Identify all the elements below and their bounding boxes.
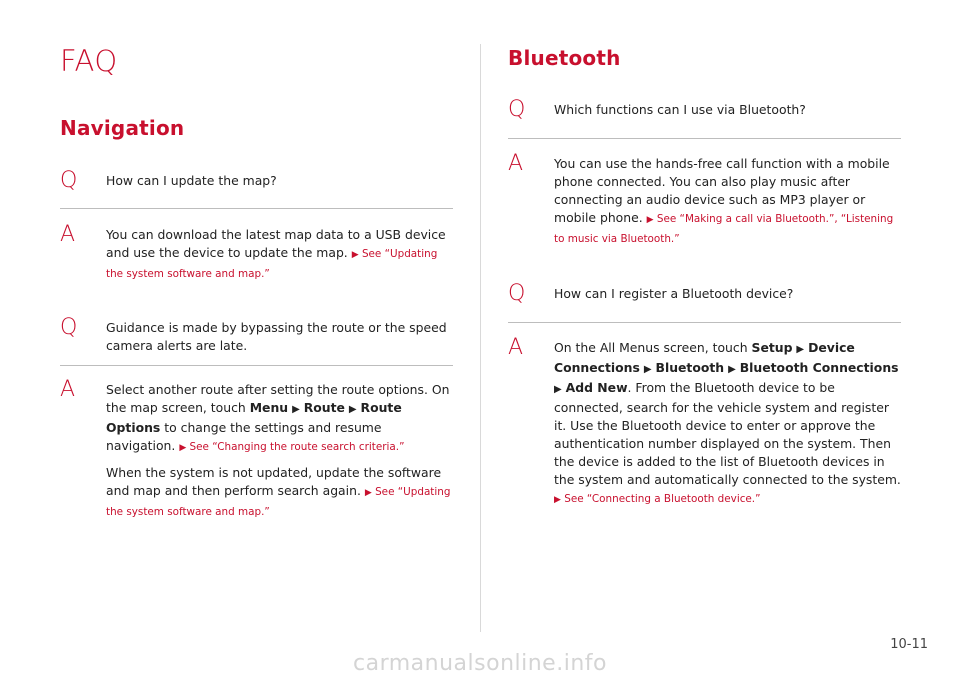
question-text: How can I register a Bluetooth device? bbox=[554, 286, 794, 301]
bluetooth-heading: Bluetooth bbox=[508, 46, 621, 70]
answer-marker: A bbox=[60, 377, 76, 402]
bt-question-2 bbox=[508, 281, 901, 306]
question-marker: Q bbox=[60, 168, 78, 193]
bluetooth-label: Bluetooth bbox=[655, 360, 725, 375]
nav-answer-1 bbox=[60, 222, 453, 283]
reference-text: See “Connecting a Bluetooth device.” bbox=[564, 493, 761, 505]
arrow-right-icon: ▶ bbox=[646, 215, 654, 225]
bt-answer-1 bbox=[508, 151, 901, 248]
arrow-right-icon: ▶ bbox=[179, 443, 187, 453]
answer-body: You can download the latest map data to a USB device and use the device to update the map. bbox=[106, 227, 446, 260]
reference-text: See “Updating the system software and map.” bbox=[106, 248, 438, 280]
bt-answer-2 bbox=[508, 335, 901, 509]
nav-question-2 bbox=[60, 315, 453, 355]
arrow-right-icon: ▶ bbox=[728, 364, 736, 375]
answer-marker: A bbox=[508, 151, 524, 176]
answer-body: Select another route after setting the route options. On the map screen, touch bbox=[106, 382, 450, 415]
answer-body: You can use the hands-free call function with a mobile phone connected. You can also play music after connecting an audio device such as MP3 player or mobile phone. bbox=[554, 156, 890, 225]
bluetooth-connections-label: Bluetooth Connections bbox=[739, 360, 899, 375]
arrow-right-icon: ▶ bbox=[796, 344, 805, 355]
menu-label: Menu bbox=[249, 400, 289, 415]
arrow-right-icon: ▶ bbox=[643, 364, 652, 375]
answer-marker: A bbox=[508, 335, 524, 360]
arrow-right-icon: ▶ bbox=[348, 404, 357, 415]
bt-question-1 bbox=[508, 97, 901, 122]
answer-paragraph-2 bbox=[106, 464, 453, 521]
arrow-right-icon: ▶ bbox=[554, 495, 561, 505]
add-new-label: Add New bbox=[565, 380, 628, 395]
cross-reference[interactable] bbox=[554, 493, 761, 505]
answer-text bbox=[106, 226, 453, 283]
arrow-right-icon: ▶ bbox=[364, 488, 372, 498]
reference-text: See “Changing the route search criteria.” bbox=[189, 441, 405, 453]
cross-reference[interactable] bbox=[179, 441, 404, 453]
answer-text bbox=[554, 155, 901, 248]
arrow-right-icon: ▶ bbox=[292, 404, 300, 415]
question-text: Which functions can I use via Bluetooth? bbox=[554, 102, 806, 117]
nav-answer-2 bbox=[60, 377, 453, 521]
page-number: 10-11 bbox=[890, 637, 928, 652]
separator bbox=[60, 208, 453, 209]
reference-text: See “Making a call via Bluetooth.”, “Listening to music via Bluetooth.” bbox=[554, 213, 894, 245]
separator bbox=[508, 138, 901, 139]
question-text: Guidance is made by bypassing the route or the speed camera alerts are late. bbox=[106, 320, 447, 353]
arrow-right-icon: ▶ bbox=[351, 250, 359, 260]
setup-label: Setup bbox=[751, 340, 793, 355]
reference-text: See “Updating the system software and map.” bbox=[106, 486, 451, 518]
page-title: FAQ bbox=[60, 44, 118, 78]
question-marker: Q bbox=[508, 97, 526, 122]
answer-body: On the All Menus screen, touch bbox=[554, 340, 748, 355]
route-options-label: Route Options bbox=[106, 400, 402, 435]
answer-body-end: . From the Bluetooth device to be connected, search for the vehicle system and register it. Use the Bluetooth device to enter or approve the authentication number displayed on the system. Then the device is added to the list of Bluetooth devices in the system and automatically connected to the system. bbox=[554, 380, 901, 487]
answer-text bbox=[554, 339, 901, 509]
arrow-right-icon: ▶ bbox=[554, 384, 562, 395]
column-divider bbox=[480, 44, 481, 632]
watermark: carmanualsonline.info bbox=[353, 651, 607, 676]
device-connections-label: Device Connections bbox=[554, 340, 855, 375]
nav-question-1 bbox=[60, 168, 453, 193]
separator bbox=[508, 322, 901, 323]
question-marker: Q bbox=[60, 315, 78, 340]
separator bbox=[60, 365, 453, 366]
answer-body: When the system is not updated, update the software and map and then perform search again. bbox=[106, 465, 442, 498]
route-label: Route bbox=[303, 400, 345, 415]
answer-text bbox=[106, 381, 453, 521]
question-text: How can I update the map? bbox=[106, 173, 277, 188]
navigation-heading: Navigation bbox=[60, 116, 185, 140]
answer-body-end: to change the settings and resume navigation. bbox=[106, 420, 382, 453]
question-marker: Q bbox=[508, 281, 526, 306]
answer-marker: A bbox=[60, 222, 76, 247]
